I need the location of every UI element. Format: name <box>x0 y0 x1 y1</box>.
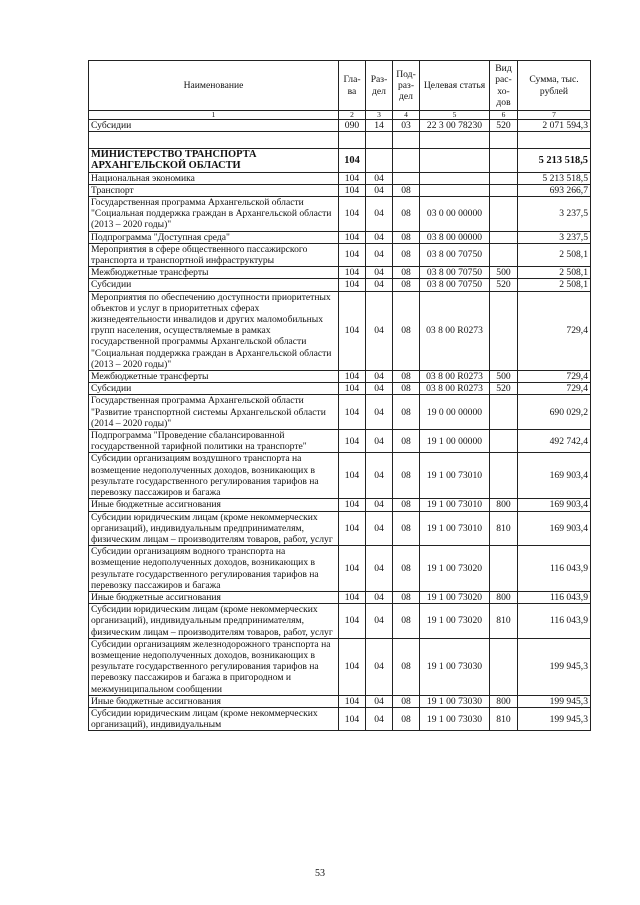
cell-expense-type <box>490 243 518 266</box>
cell-name: Субсидии <box>89 120 339 132</box>
cell-chapter: 104 <box>339 383 366 395</box>
cell-target: 19 1 00 73030 <box>420 638 490 695</box>
cell-chapter: 104 <box>339 430 366 453</box>
cell-target: 19 1 00 73010 <box>420 511 490 546</box>
cell-amount: 5 213 518,5 <box>518 172 591 184</box>
table-row <box>89 243 591 266</box>
table-row <box>89 695 591 707</box>
cell-chapter: 104 <box>339 243 366 266</box>
table-row <box>89 453 591 499</box>
cell-expense-type: 810 <box>490 707 518 730</box>
page-number: 53 <box>315 868 325 879</box>
header-expense-type: Вид рас-хо-дов <box>490 61 518 111</box>
table-row <box>89 546 591 592</box>
cell-section: 04 <box>366 695 393 707</box>
table-row <box>89 132 591 149</box>
table-body <box>89 120 591 731</box>
cell-subsection: 08 <box>393 197 420 232</box>
cell-expense-type: 810 <box>490 604 518 639</box>
cell-target: 03 8 00 70750 <box>420 243 490 266</box>
cell-expense-type <box>490 453 518 499</box>
cell-expense-type <box>490 231 518 243</box>
column-number: 2 <box>339 111 366 120</box>
table-row <box>89 291 591 370</box>
cell-target: 03 8 00 R0273 <box>420 371 490 383</box>
cell-expense-type <box>490 430 518 453</box>
cell-amount: 2 071 594,3 <box>518 120 591 132</box>
cell-chapter: 104 <box>339 591 366 603</box>
cell-target <box>420 172 490 184</box>
cell-subsection: 08 <box>393 371 420 383</box>
cell-subsection: 08 <box>393 184 420 196</box>
header-target: Целевая статья <box>420 61 490 111</box>
table-row <box>89 511 591 546</box>
column-number: 3 <box>366 111 393 120</box>
cell-subsection: 08 <box>393 453 420 499</box>
cell-name: Субсидии юридическим лицам (кроме некоммерческих организаций), индивидуальным предпринимателям, физическим лицам – производителям товаров, работ, услуг <box>89 604 339 639</box>
cell-subsection: 08 <box>393 291 420 370</box>
cell-amount: 690 029,2 <box>518 395 591 430</box>
cell-name: Государственная программа Архангельской области "Развитие транспортной системы Архангельской области (2014 – 2020 годы)" <box>89 395 339 430</box>
cell-amount: 5 213 518,5 <box>518 149 591 172</box>
cell-name: Государственная программа Архангельской области "Социальная поддержка граждан в Архангельской области (2013 – 2020 годы)" <box>89 197 339 232</box>
header-subsection: Под-раз-дел <box>393 61 420 111</box>
cell-section: 04 <box>366 591 393 603</box>
cell-target: 19 1 00 73030 <box>420 695 490 707</box>
cell-target <box>420 132 490 149</box>
cell-name: Субсидии юридическим лицам (кроме некоммерческих организаций), индивидуальным предпринимателям, физическим лицам – производителям товаров, работ, услуг <box>89 511 339 546</box>
table-row <box>89 371 591 383</box>
cell-target: 03 8 00 00000 <box>420 231 490 243</box>
cell-expense-type <box>490 132 518 149</box>
cell-target: 03 8 00 70750 <box>420 279 490 291</box>
cell-section: 14 <box>366 120 393 132</box>
cell-amount <box>518 132 591 149</box>
cell-target: 03 0 00 00000 <box>420 197 490 232</box>
cell-chapter: 104 <box>339 604 366 639</box>
cell-section: 04 <box>366 184 393 196</box>
header-chapter: Гла-ва <box>339 61 366 111</box>
cell-section: 04 <box>366 499 393 511</box>
cell-subsection <box>393 149 420 172</box>
cell-amount: 199 945,3 <box>518 638 591 695</box>
cell-amount: 199 945,3 <box>518 695 591 707</box>
cell-expense-type: 800 <box>490 499 518 511</box>
cell-target: 19 1 00 73010 <box>420 453 490 499</box>
column-number: 5 <box>420 111 490 120</box>
table-row <box>89 638 591 695</box>
header-row <box>89 61 591 111</box>
table-row <box>89 197 591 232</box>
cell-target: 22 3 00 78230 <box>420 120 490 132</box>
cell-target <box>420 149 490 172</box>
cell-subsection: 08 <box>393 591 420 603</box>
cell-expense-type: 800 <box>490 591 518 603</box>
cell-target: 03 8 00 70750 <box>420 267 490 279</box>
cell-subsection: 08 <box>393 638 420 695</box>
cell-chapter: 104 <box>339 291 366 370</box>
table-row <box>89 267 591 279</box>
cell-section: 04 <box>366 604 393 639</box>
cell-amount: 2 508,1 <box>518 267 591 279</box>
cell-chapter: 104 <box>339 707 366 730</box>
cell-name: Транспорт <box>89 184 339 196</box>
cell-expense-type <box>490 197 518 232</box>
column-number: 7 <box>518 111 591 120</box>
cell-subsection: 08 <box>393 279 420 291</box>
cell-subsection: 08 <box>393 430 420 453</box>
column-number: 4 <box>393 111 420 120</box>
cell-amount: 2 508,1 <box>518 279 591 291</box>
cell-amount: 729,4 <box>518 291 591 370</box>
cell-amount: 116 043,9 <box>518 546 591 592</box>
cell-chapter: 090 <box>339 120 366 132</box>
cell-chapter: 104 <box>339 511 366 546</box>
cell-section: 04 <box>366 172 393 184</box>
cell-expense-type <box>490 172 518 184</box>
cell-name: Мероприятия в сфере общественного пассажирского транспорта и транспортной инфраструктуры <box>89 243 339 266</box>
cell-name: МИНИСТЕРСТВО ТРАНСПОРТА АРХАНГЕЛЬСКОЙ ОБЛАСТИ <box>89 149 339 172</box>
cell-target: 03 8 00 R0273 <box>420 383 490 395</box>
cell-section: 04 <box>366 267 393 279</box>
cell-subsection: 08 <box>393 243 420 266</box>
cell-amount: 169 903,4 <box>518 511 591 546</box>
table-row <box>89 591 591 603</box>
cell-name: Мероприятия по обеспечению доступности приоритетных объектов и услуг в приоритетных сферах жизнедеятельности инвалидов и других маломобильных групп населения, осуществляемые в рамках государственной программы Архангельской области "Социальная поддержка граждан в Архангельской области (2013 – 2020 годы)" <box>89 291 339 370</box>
cell-name: Межбюджетные трансферты <box>89 371 339 383</box>
column-number-row <box>89 111 591 120</box>
cell-section: 04 <box>366 383 393 395</box>
cell-subsection: 08 <box>393 383 420 395</box>
cell-subsection: 08 <box>393 395 420 430</box>
cell-amount: 116 043,9 <box>518 604 591 639</box>
cell-expense-type: 500 <box>490 371 518 383</box>
cell-section: 04 <box>366 197 393 232</box>
cell-chapter: 104 <box>339 197 366 232</box>
cell-chapter: 104 <box>339 546 366 592</box>
cell-chapter: 104 <box>339 371 366 383</box>
cell-expense-type: 520 <box>490 383 518 395</box>
cell-section: 04 <box>366 453 393 499</box>
cell-section: 04 <box>366 511 393 546</box>
cell-expense-type <box>490 395 518 430</box>
header-name: Наименование <box>89 61 339 111</box>
cell-target: 19 1 00 73010 <box>420 499 490 511</box>
cell-section: 04 <box>366 279 393 291</box>
cell-expense-type <box>490 546 518 592</box>
cell-subsection: 08 <box>393 267 420 279</box>
cell-subsection: 08 <box>393 604 420 639</box>
cell-subsection: 08 <box>393 511 420 546</box>
header-section: Раз-дел <box>366 61 393 111</box>
cell-target: 19 1 00 73020 <box>420 591 490 603</box>
cell-subsection <box>393 172 420 184</box>
cell-section: 04 <box>366 231 393 243</box>
table-row <box>89 395 591 430</box>
cell-subsection <box>393 132 420 149</box>
cell-target: 19 1 00 00000 <box>420 430 490 453</box>
cell-section <box>366 132 393 149</box>
cell-chapter <box>339 132 366 149</box>
budget-table <box>88 60 591 731</box>
cell-target: 19 1 00 73020 <box>420 604 490 639</box>
cell-name: Субсидии <box>89 383 339 395</box>
cell-chapter: 104 <box>339 279 366 291</box>
cell-expense-type: 500 <box>490 267 518 279</box>
cell-section: 04 <box>366 371 393 383</box>
cell-name: Иные бюджетные ассигнования <box>89 499 339 511</box>
cell-amount: 116 043,9 <box>518 591 591 603</box>
cell-name: Подпрограмма "Доступная среда" <box>89 231 339 243</box>
cell-section: 04 <box>366 395 393 430</box>
header-amount: Сумма, тыс. рублей <box>518 61 591 111</box>
cell-name: Субсидии юридическим лицам (кроме некоммерческих организаций), индивидуальным <box>89 707 339 730</box>
cell-expense-type: 800 <box>490 695 518 707</box>
table-row <box>89 149 591 172</box>
cell-expense-type <box>490 184 518 196</box>
cell-chapter: 104 <box>339 499 366 511</box>
cell-section: 04 <box>366 546 393 592</box>
column-number: 6 <box>490 111 518 120</box>
cell-chapter: 104 <box>339 149 366 172</box>
cell-name: Субсидии организациям железнодорожного транспорта на возмещение недополученных доходов, возникающих в результате государственного регулирования тарифов на перевозку пассажиров и багажа в пригородном и межмуниципальном сообщении <box>89 638 339 695</box>
cell-name: Иные бюджетные ассигнования <box>89 695 339 707</box>
cell-name: Иные бюджетные ассигнования <box>89 591 339 603</box>
cell-amount: 729,4 <box>518 383 591 395</box>
cell-amount: 169 903,4 <box>518 499 591 511</box>
cell-amount: 2 508,1 <box>518 243 591 266</box>
cell-expense-type <box>490 149 518 172</box>
cell-amount: 199 945,3 <box>518 707 591 730</box>
cell-chapter: 104 <box>339 395 366 430</box>
cell-expense-type <box>490 638 518 695</box>
cell-chapter: 104 <box>339 184 366 196</box>
cell-amount: 3 237,5 <box>518 197 591 232</box>
cell-subsection: 08 <box>393 695 420 707</box>
cell-target: 19 1 00 73030 <box>420 707 490 730</box>
cell-expense-type: 520 <box>490 120 518 132</box>
cell-chapter: 104 <box>339 638 366 695</box>
table-row <box>89 120 591 132</box>
cell-name: Национальная экономика <box>89 172 339 184</box>
cell-subsection: 08 <box>393 707 420 730</box>
cell-amount: 3 237,5 <box>518 231 591 243</box>
cell-subsection: 03 <box>393 120 420 132</box>
table-row <box>89 231 591 243</box>
cell-name: Субсидии организациям воздушного транспорта на возмещение недополученных доходов, возникающих в результате государственного регулирования тарифов на перевозку пассажиров и багажа <box>89 453 339 499</box>
table-row <box>89 184 591 196</box>
cell-expense-type: 810 <box>490 511 518 546</box>
cell-target: 19 0 00 00000 <box>420 395 490 430</box>
cell-amount: 693 266,7 <box>518 184 591 196</box>
table-row <box>89 499 591 511</box>
cell-name: Подпрограмма "Проведение сбалансированной государственной тарифной политики на транспорте" <box>89 430 339 453</box>
table-row <box>89 383 591 395</box>
cell-subsection: 08 <box>393 231 420 243</box>
cell-subsection: 08 <box>393 499 420 511</box>
cell-expense-type: 520 <box>490 279 518 291</box>
cell-amount: 729,4 <box>518 371 591 383</box>
table-row <box>89 707 591 730</box>
table-row <box>89 430 591 453</box>
cell-chapter: 104 <box>339 172 366 184</box>
cell-section: 04 <box>366 430 393 453</box>
budget-page <box>88 60 590 731</box>
cell-name: Субсидии организациям водного транспорта на возмещение недополученных доходов, возникающих в результате государственного регулирования тарифов на перевозку пассажиров и багажа <box>89 546 339 592</box>
cell-target <box>420 184 490 196</box>
cell-section <box>366 149 393 172</box>
cell-section: 04 <box>366 707 393 730</box>
cell-section: 04 <box>366 291 393 370</box>
cell-name <box>89 132 339 149</box>
cell-chapter: 104 <box>339 453 366 499</box>
cell-amount: 169 903,4 <box>518 453 591 499</box>
cell-expense-type <box>490 291 518 370</box>
cell-section: 04 <box>366 243 393 266</box>
cell-name: Межбюджетные трансферты <box>89 267 339 279</box>
cell-amount: 492 742,4 <box>518 430 591 453</box>
cell-chapter: 104 <box>339 231 366 243</box>
cell-subsection: 08 <box>393 546 420 592</box>
cell-chapter: 104 <box>339 267 366 279</box>
table-row <box>89 172 591 184</box>
table-row <box>89 604 591 639</box>
cell-section: 04 <box>366 638 393 695</box>
cell-name: Субсидии <box>89 279 339 291</box>
cell-target: 19 1 00 73020 <box>420 546 490 592</box>
cell-target: 03 8 00 R0273 <box>420 291 490 370</box>
table-row <box>89 279 591 291</box>
cell-chapter: 104 <box>339 695 366 707</box>
column-number: 1 <box>89 111 339 120</box>
